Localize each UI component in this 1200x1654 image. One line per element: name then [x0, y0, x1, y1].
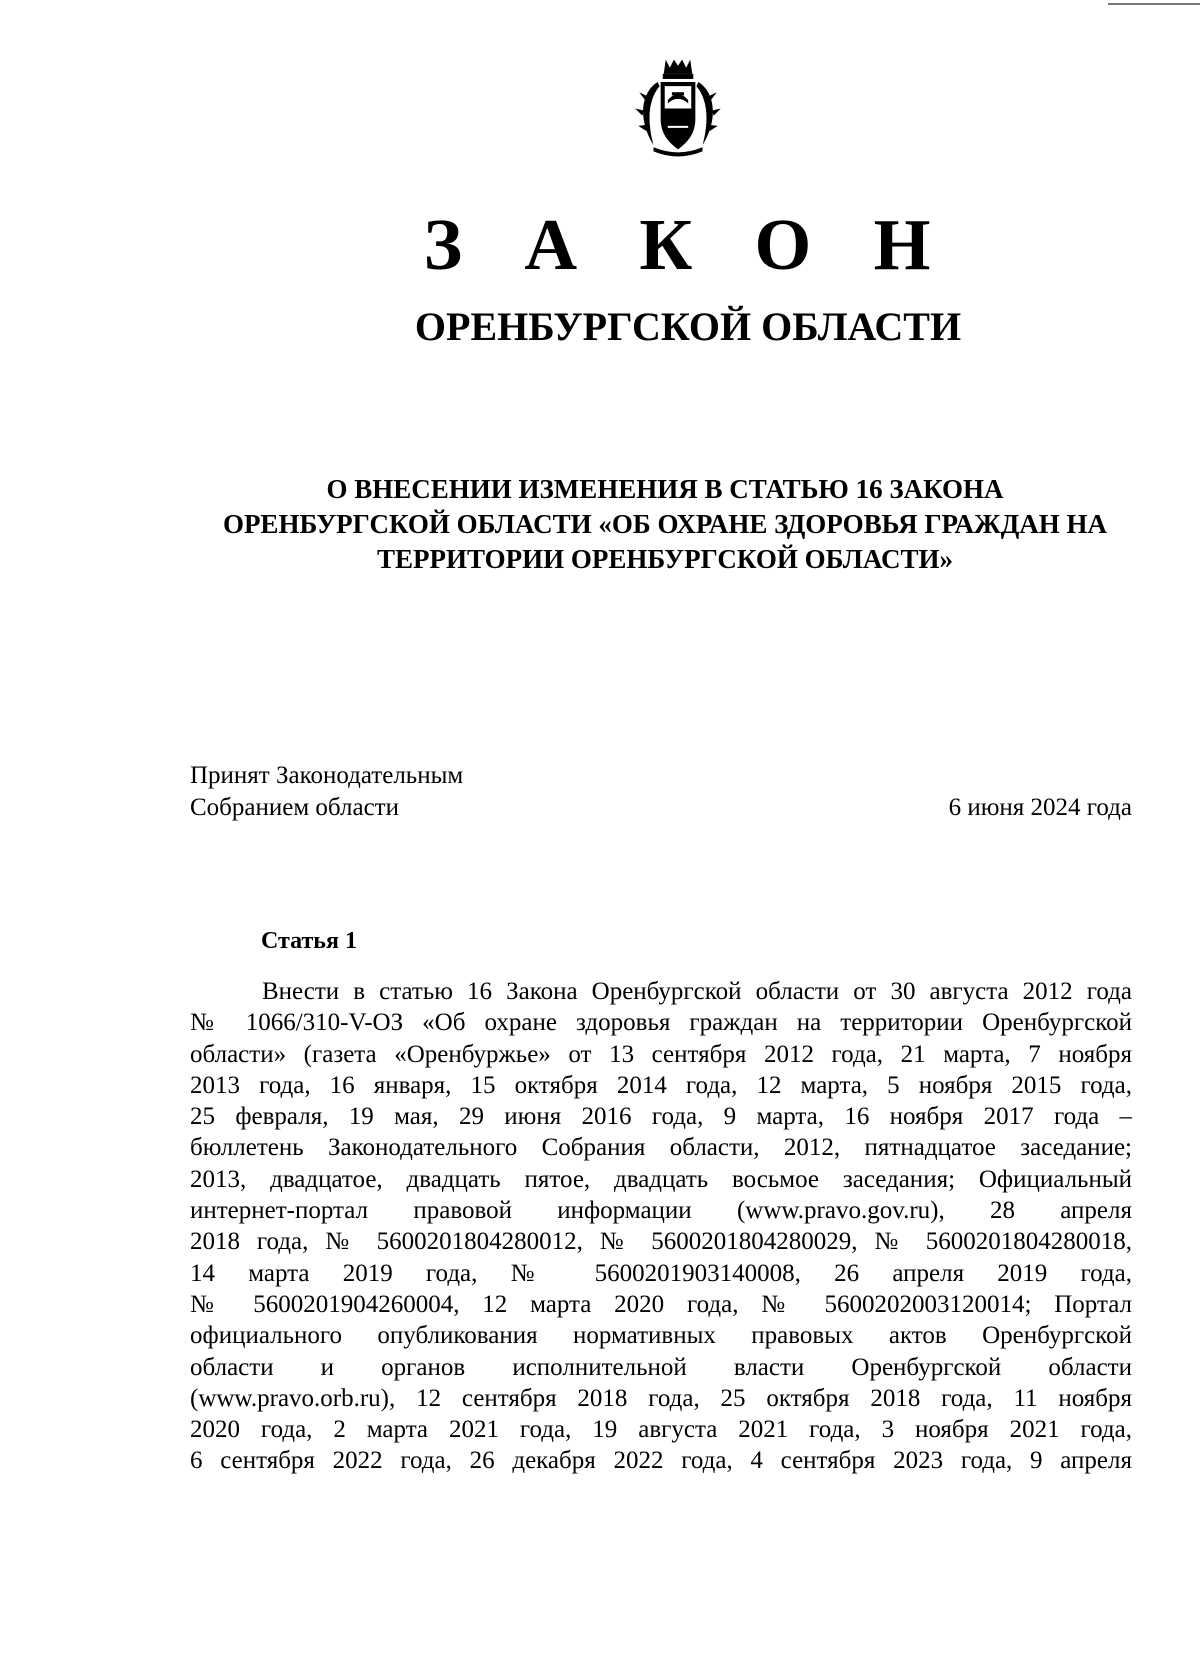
article-text-line: Внести в статью 16 Закона Оренбургской области от 30 августа 2012 года	[262, 978, 1132, 1005]
document-type-title: З А К О Н	[423, 204, 953, 285]
article-text-line: области и органов исполнительной власти Оренбургской области	[190, 1353, 1132, 1381]
region-title: ОРЕНБУРГСКОЙ ОБЛАСТИ	[414, 304, 962, 349]
article-text-line: области» (газета «Оренбуржье» от 13 сентября 2012 года, 21 марта, 7 ноября	[190, 1040, 1132, 1068]
article-text-line: (www.pravo.orb.ru), 12 сентября 2018 года, 25 октября 2018 года, 11 ноября	[190, 1384, 1132, 1412]
article-text-line: бюллетень Законодательного Собрания области, 2012, пятнадцатое заседание;	[190, 1134, 1132, 1162]
law-subject-title	[195, 472, 1135, 577]
article-body	[190, 976, 1132, 1477]
top-edge-line	[1108, 3, 1200, 5]
article-text-line: интернет-портал правовой информации (www.pravo.gov.ru), 28 апреля	[190, 1197, 1132, 1225]
article-text-line: 25 февраля, 19 мая, 29 июня 2016 года, 9 марта, 16 ноября 2017 года –	[190, 1103, 1132, 1131]
subject-line: ОРЕНБУРГСКОЙ ОБЛАСТИ «ОБ ОХРАНЕ ЗДОРОВЬЯ ГРАЖДАН НА	[222, 509, 1108, 539]
article-text-line: 6 сентября 2022 года, 26 декабря 2022 года, 4 сентября 2023 года, 9 апреля	[190, 1447, 1132, 1475]
adoption-line: Принят Законодательным	[190, 762, 464, 789]
adoption-date: 6 июня 2024 года	[948, 794, 1132, 821]
article-text-line: 2018 года, № 5600201804280012, № 5600201804280029, № 5600201804280018,	[190, 1228, 1132, 1256]
article-text-line: 2013 года, 16 января, 15 октября 2014 года, 12 марта, 5 ноября 2015 года,	[190, 1071, 1132, 1099]
subject-line: ТЕРРИТОРИИ ОРЕНБУРГСКОЙ ОБЛАСТИ»	[376, 544, 954, 574]
article-text-line: 2013, двадцатое, двадцать пятое, двадцать восьмое заседания; Официальный	[190, 1165, 1132, 1193]
article-text-line: № 1066/310-V-ОЗ «Об охране здоровья граждан на территории Оренбургской	[190, 1009, 1132, 1037]
article-text-line: № 5600201904260004, 12 марта 2020 года, № 5600202003120014; Портал	[190, 1290, 1132, 1318]
orenburg-coat-of-arms-icon	[627, 55, 729, 158]
article-text-line: 14 марта 2019 года, № 5600201903140008, 26 апреля 2019 года,	[190, 1259, 1132, 1287]
subject-line: О ВНЕСЕНИИ ИЗМЕНЕНИЯ В СТАТЬЮ 16 ЗАКОНА	[326, 474, 1004, 504]
article-heading: Статья 1	[261, 928, 357, 954]
article-text-line: 2020 года, 2 марта 2021 года, 19 августа 2021 года, 3 ноября 2021 года,	[190, 1416, 1132, 1444]
adoption-line: Собранием области	[190, 794, 399, 821]
article-text-line: официального опубликования нормативных правовых актов Оренбургской	[190, 1322, 1132, 1350]
adoption-body	[190, 760, 463, 824]
